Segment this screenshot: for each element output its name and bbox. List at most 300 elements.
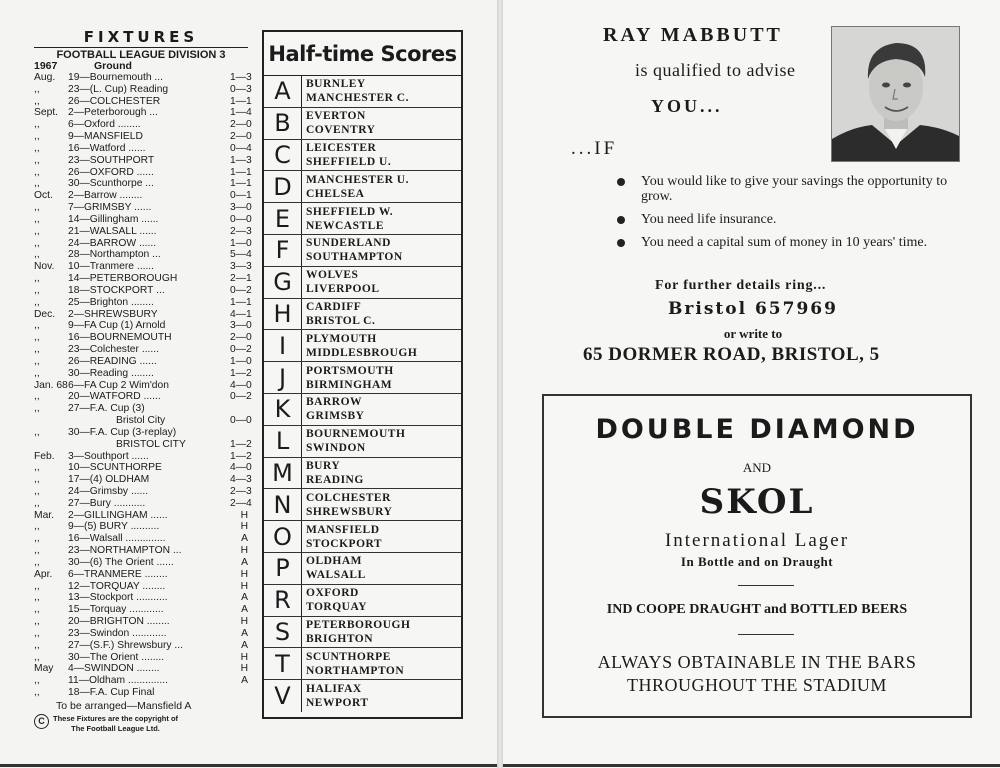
fixture-row [34,142,252,155]
fixture-month: ,, [34,462,40,474]
advert-bullet-list [615,174,965,258]
fixture-row [34,628,248,640]
fixture-row [34,462,252,474]
halftime-team-home: PETERBOROUGH [306,618,411,631]
fixture-row [34,308,252,321]
halftime-team-home: MANCHESTER U. [306,173,409,186]
copyright-notice [34,714,248,734]
divider-1 [738,585,794,586]
fixture-month: ,, [34,639,40,651]
fixture-opponent: 17—(4) OLDHAM [68,474,150,486]
fixture-month: ,, [34,142,40,154]
fixture-opponent: Bristol City [116,415,166,427]
fixture-month: ,, [34,202,40,214]
halftime-letter: H [264,299,302,330]
halftime-team-home: OXFORD [306,587,359,600]
halftime-team-away: BRIGHTON [306,632,374,645]
advert-bullet-item [615,174,965,204]
fixture-month: ,, [34,284,40,296]
fixture-result: 0—1 [230,190,252,202]
fixture-opponent: 9—(5) BURY .......... [68,521,160,533]
fixture-row [34,296,252,309]
advert-you: YOU... [651,96,723,116]
fixture-result: 0—2 [230,391,252,403]
halftime-teams [302,521,461,552]
fixture-row [34,427,248,439]
fixture-result: 2—1 [230,273,252,285]
halftime-letter: B [264,108,302,139]
fixture-result: 1—1 [230,95,252,107]
halftime-letter: S [264,617,302,648]
fixture-result: 1—0 [230,237,252,249]
halftime-letter: M [264,458,302,489]
halftime-row [264,458,461,490]
fixture-month: ,, [34,249,40,261]
fixture-opponent: 15—Torquay ............ [68,604,164,616]
fixture-result: 2—0 [230,332,252,344]
advert-if: ...IF [571,138,618,159]
fixture-opponent: 24—Grimsby ...... [68,485,149,497]
fixture-opponent: 18—F.A. Cup Final [68,687,155,699]
fixture-result [230,427,248,439]
halftime-letter: J [264,362,302,393]
halftime-row [264,76,461,108]
fixture-row [34,249,252,261]
fixture-result: 2—3 [230,485,252,497]
halftime-letter: D [264,171,302,202]
fixture-row [34,557,248,569]
advert-name: RAY MABBUTT [603,24,783,46]
bottom-rule-right [503,764,1000,767]
fixture-opponent: 23—NORTHAMPTON ... [68,545,182,557]
fixture-result: H [240,568,248,580]
copyright-line-2: The Football League Ltd. [71,723,160,733]
halftime-letter: P [264,553,302,584]
fixture-month: Feb. [34,450,55,462]
fixture-month: ,, [34,533,40,545]
halftime-team-away: LIVERPOOL [306,283,380,296]
halftime-team-home: BURNLEY [306,78,366,91]
halftime-team-away: STOCKPORT [306,537,383,550]
fixture-row [34,83,252,96]
halftime-teams [302,362,461,393]
fixture-opponent: 23—SOUTHPORT [68,154,155,166]
fixture-month: ,, [34,237,40,249]
fixture-result: 1—1 [230,296,252,308]
halftime-teams [302,553,461,584]
fixture-row [34,497,252,510]
fixture-result: H [240,616,248,628]
halftime-row [264,235,461,267]
fixture-result: H [240,663,248,675]
halftime-letter: L [264,426,302,457]
fixture-result: 2—4 [230,497,252,509]
fixture-opponent: 11—Oldham .............. [68,675,168,687]
fixture-month: ,, [34,296,40,308]
fixture-month: ,, [34,332,40,344]
fixture-opponent: 3—Southport ...... [68,450,149,462]
fixture-result: 4—0 [230,379,252,391]
fixture-row [34,95,252,108]
fixture-row [34,202,252,214]
halftime-letter: R [264,585,302,616]
fixtures-list [34,28,252,734]
fixture-row [34,131,252,143]
halftime-team-home: CARDIFF [306,300,362,313]
fixture-opponent: 2—SHREWSBURY [68,308,158,320]
fixture-result: A [241,627,248,639]
fixture-opponent: 20—BRIGHTON ........ [68,616,170,628]
fixture-row [34,237,252,250]
fixture-result: 3—0 [230,202,252,214]
halftime-team-away: GRIMSBY [306,410,365,423]
halftime-row [264,171,461,203]
fixture-month: Mar. [34,509,55,521]
fixture-month: May [34,663,54,675]
fixture-row [34,107,252,119]
fixture-month [34,439,68,451]
advert-write: or write to [723,326,783,341]
fixture-result: A [241,556,248,568]
fixture-opponent: 26—COLCHESTER [68,95,161,107]
halftime-row [264,267,461,299]
fixture-row [34,225,252,238]
fixture-result: 2—0 [230,131,252,143]
halftime-letter: G [264,267,302,298]
halftime-teams [302,426,461,457]
halftime-teams [302,394,461,425]
fixture-row [34,415,252,427]
fixture-row [34,367,252,380]
fixture-result: 0—4 [230,142,252,154]
fixture-row [34,474,252,486]
fixture-opponent: 12—TORQUAY ........ [68,580,166,592]
halftime-team-home: SCUNTHORPE [306,650,391,663]
fixture-month: ,, [34,131,40,143]
halftime-row [264,489,461,521]
fixture-opponent: 24—BARROW ...... [68,237,157,249]
halftime-row [264,617,461,649]
fixture-opponent: 27—Bury ........... [68,497,146,509]
fixture-result: 1—1 [230,166,252,178]
fixture-month: ,, [34,580,40,592]
fixture-opponent: 16—Walsall .............. [68,533,166,545]
fixture-opponent: 27—F.A. Cup (3) [68,403,145,415]
halftime-row [264,362,461,394]
fixture-month: ,, [34,83,40,95]
halftime-letter: K [264,394,302,425]
advert-bullet-text: You need life insurance. [641,212,777,227]
fixture-opponent: 9—FA Cup (1) Arnold [68,320,166,332]
right-page [503,0,1000,768]
fixture-row [34,332,252,344]
fixture-month: Jan. 68 [34,379,68,391]
fixture-month: ,, [34,391,40,403]
copyright-text [53,714,178,734]
fixture-month: ,, [34,166,40,178]
fixture-result: 1—2 [230,450,252,462]
halftime-row [264,585,461,617]
fixture-row [34,485,252,498]
fixture-result: A [241,533,248,545]
halftime-teams [302,458,461,489]
fixture-opponent: 7—GRIMSBY ...... [68,202,152,214]
fixture-result: 2—3 [230,225,252,237]
fixture-result: 1—3 [230,72,252,83]
fixture-result: 0—0 [230,213,252,225]
fixture-result: A [241,604,248,616]
halftime-row [264,426,461,458]
fixture-result: 3—3 [230,261,252,273]
halftime-title: Half-time Scores [264,32,461,76]
fixture-result: H [240,509,248,521]
fixture-row [34,675,248,687]
fixtures-rows [34,72,252,699]
fixture-month: ,, [34,178,40,190]
fixture-opponent: 25—Brighton ........ [68,296,154,308]
fixture-row [34,178,252,190]
fixture-result: H [240,545,248,557]
fixture-row [34,592,248,604]
halftime-row [264,330,461,362]
advert-qualified: is qualified to advise [635,60,796,80]
halftime-team-home: HALIFAX [306,683,362,696]
halftime-row [264,680,461,712]
fixture-month: ,, [34,154,40,166]
halftime-row [264,648,461,680]
halftime-row [264,553,461,585]
halftime-scores-board [262,30,463,719]
halftime-letter: A [264,76,302,107]
fixture-result: 1—4 [230,107,252,119]
fixture-month: ,, [34,474,40,486]
fixtures-title: FIXTURES [34,28,248,48]
bottom-rule-left [0,764,497,767]
fixture-month: ,, [34,545,40,557]
fixture-result: 2—0 [230,119,252,131]
advert-phone: Bristol 657969 [668,299,838,319]
halftime-row [264,140,461,172]
fixture-row [34,438,252,451]
fixture-result: 0—3 [230,83,252,95]
fixture-row [34,190,252,202]
advert-bullet-item [615,212,965,227]
advert-bullet-item [615,235,965,250]
fixture-opponent: 14—Gillingham ...... [68,213,159,225]
halftime-rows [264,76,461,712]
halftime-teams [302,489,461,520]
fixture-result: H [240,580,248,592]
brand-skol: SKOL [699,482,815,522]
halftime-letter: O [264,521,302,552]
halftime-team-home: BARROW [306,396,363,409]
advert-further: For further details ring... [655,278,827,293]
halftime-row [264,299,461,331]
halftime-team-home: PLYMOUTH [306,332,377,345]
fixture-result: 5—4 [230,249,252,261]
fixture-result: H [240,521,248,533]
halftime-team-away: NEWCASTLE [306,219,384,232]
halftime-teams [302,680,461,712]
fixture-opponent: 4—SWINDON ........ [68,663,160,675]
fixtures-year: 1967 [34,60,58,72]
fixture-month: ,, [34,344,40,356]
fixtures-subtitle: FOOTBALL LEAGUE DIVISION 3 [56,49,226,61]
bullet-icon [617,239,625,247]
fixture-row [34,640,248,652]
fixtures-ground-label: Ground [94,60,132,72]
fixture-result: 0—0 [230,415,252,427]
halftime-team-away: SOUTHAMPTON [306,251,403,264]
fixture-opponent: 19—Bournemouth ... [68,72,164,83]
portrait-photo [831,26,960,162]
fixture-row [34,510,248,522]
fixture-opponent: 2—Barrow ........ [68,190,143,202]
fixture-row [34,119,252,131]
fixture-month: Oct. [34,190,53,202]
fixture-row [34,687,248,699]
fixture-month: ,, [34,604,40,616]
halftime-team-away: NORTHAMPTON [306,664,405,677]
fixture-row [34,213,252,226]
halftime-teams [302,617,461,648]
fixture-opponent: 2—GILLINGHAM ...... [68,509,168,521]
halftime-team-home: COLCHESTER [306,491,391,504]
left-page [0,0,497,768]
fixtures-footnote: To be arranged—Mansfield A [56,699,192,712]
fixture-result: 1—2 [230,438,252,450]
fixture-month: ,, [34,213,40,225]
fixture-row [34,284,252,297]
fixture-month: ,, [34,651,40,663]
halftime-team-home: BURY [306,459,341,472]
fixture-opponent: 14—PETERBOROUGH [68,273,178,285]
halftime-row [264,108,461,140]
fixture-opponent: 10—SCUNTHORPE [68,462,162,474]
fixture-result: 0—2 [230,344,252,356]
fixture-opponent: 21—WALSALL ...... [68,225,157,237]
fixture-row [34,616,248,628]
fixture-row [34,450,252,463]
fixture-opponent: 30—The Orient ........ [68,651,165,663]
fixture-month: ,, [34,403,40,415]
fixture-opponent: 2—Peterborough ... [68,107,158,119]
halftime-team-home: PORTSMOUTH [306,364,394,377]
halftime-team-home: SUNDERLAND [306,237,391,250]
portrait-image [832,27,960,162]
fixture-month: ,, [34,95,40,107]
fixture-result: 1—0 [230,355,252,367]
fixture-month: Aug. [34,72,56,83]
fixtures-header [34,61,248,72]
halftime-row [264,394,461,426]
halftime-team-away: TORQUAY [306,601,368,614]
fixture-month: ,, [34,556,40,568]
availability-line-2: THROUGHOUT THE STADIUM [627,675,887,695]
fixture-row [34,663,248,675]
brand-packaging: In Bottle and on Draught [680,554,834,569]
fixture-month: Dec. [34,308,56,320]
halftime-team-home: OLDHAM [306,555,363,568]
fixture-row [34,533,248,545]
halftime-team-away: NEWPORT [306,697,369,710]
fixture-result: 1—3 [230,154,252,166]
fixture-row [34,604,248,616]
fixture-result: H [240,651,248,663]
halftime-team-away: COVENTRY [306,124,376,137]
copyright-line-1: These Fixtures are the copyright of [53,713,179,723]
halftime-row [264,521,461,553]
fixture-result: A [241,675,248,687]
fixture-month: Nov. [34,261,55,273]
fixture-month: ,, [34,355,40,367]
fixture-opponent: BRISTOL CITY [116,438,186,450]
fixture-opponent: 26—OXFORD ...... [68,166,154,178]
halftime-team-away: BIRMINGHAM [306,378,393,391]
halftime-teams [302,330,461,361]
fixture-row [34,545,248,557]
halftime-letter: T [264,648,302,679]
fixture-result: 4—1 [230,308,252,320]
brand-and: AND [742,460,772,475]
bullet-icon [617,178,625,186]
double-diamond-advert [542,394,972,718]
halftime-row [264,203,461,235]
fixture-opponent: 10—Tranmere ...... [68,261,155,273]
divider-2 [738,634,794,635]
halftime-team-away: WALSALL [306,569,366,582]
fixture-opponent: 23—Colchester ...... [68,344,159,356]
brand-beers: IND COOPE DRAUGHT and BOTTLED BEERS [606,602,908,617]
halftime-team-home: LEICESTER [306,141,377,154]
halftime-team-home: SHEFFIELD W. [306,205,394,218]
fixture-month: ,, [34,367,40,379]
halftime-teams [302,267,461,298]
halftime-team-home: WOLVES [306,269,359,282]
fixture-row [34,355,252,368]
fixture-month: ,, [34,675,40,687]
halftime-letter: C [264,140,302,171]
brand-tagline: International Lager [664,530,850,551]
fixture-opponent: 30—(6) The Orient ...... [68,556,174,568]
fixture-month: ,, [34,273,40,285]
halftime-team-home: EVERTON [306,110,366,123]
fixture-opponent: 23—Swindon ............ [68,627,167,639]
fixture-opponent: 30—Reading ........ [68,367,154,379]
fixture-month: ,, [34,592,40,604]
halftime-teams [302,76,461,107]
fixture-opponent: 6—FA Cup 2 Wim'don [68,379,169,391]
fixture-opponent: 16—BOURNEMOUTH [68,332,172,344]
brand-availability [544,651,970,697]
halftime-teams [302,108,461,139]
halftime-teams [302,140,461,171]
halftime-team-away: BRISTOL C. [306,314,376,327]
fixture-month: ,, [34,426,40,438]
mabbutt-advert [543,22,983,372]
fixture-row [34,166,252,179]
fixture-opponent: 28—Northampton ... [68,249,161,261]
fixture-row [34,391,252,403]
fixture-row [34,581,248,593]
fixture-opponent: 6—Oxford ........ [68,119,141,131]
fixture-result [230,403,248,415]
fixture-result: A [241,639,248,651]
copyright-icon: C [34,714,49,729]
fixture-opponent: 9—MANSFIELD [68,131,143,143]
fixture-result: 0—2 [230,284,252,296]
halftime-team-away: SHREWSBURY [306,505,393,518]
